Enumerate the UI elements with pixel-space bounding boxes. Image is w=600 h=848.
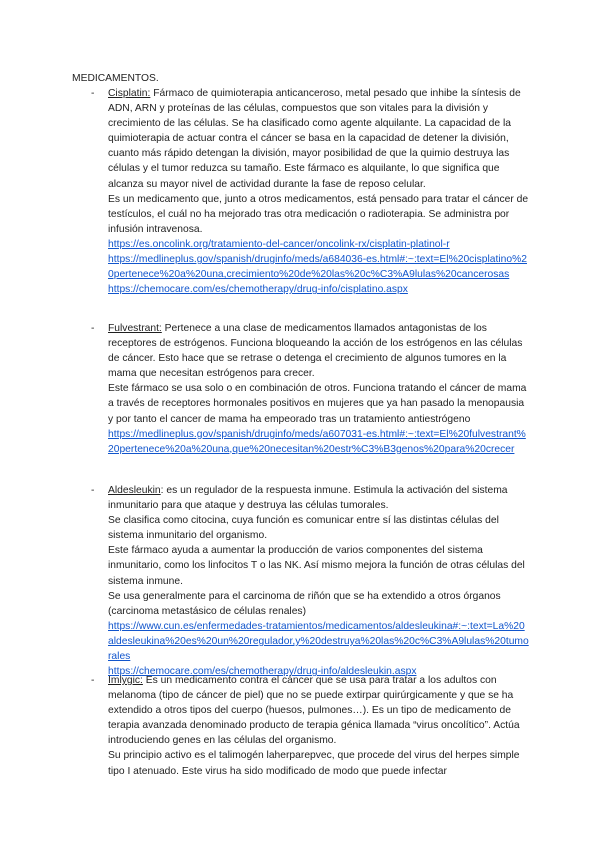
med-entry-cisplatin xyxy=(91,86,530,297)
reference-link[interactable]: https://chemocare.com/es/chemotherapy/drug-info/aldesleukin.aspx xyxy=(108,666,417,678)
med-paragraph: Se usa generalmente para el carcinoma de riñón que se ha extendido a otros órganos (carcinoma metastásico de células renales) xyxy=(108,590,501,617)
med-entry-aldesleukin xyxy=(91,483,530,679)
med-paragraph: Este fármaco se usa solo o en combinación de otros. Funciona tratando el cáncer de mama a través de receptores hormonales positivos en mujeres que ya han pasado la menopausia y por tanto el cancer de mama ha empeorado tras un tratamiento antiestrógeno xyxy=(108,383,527,425)
med-paragraph xyxy=(108,483,530,513)
med-paragraph: Este fármaco ayuda a aumentar la producción de varios componentes del sistema inmunitario, como los linfocitos T o las NK. Así mismo mejora la función de otras células del sistema inmune. xyxy=(108,545,525,587)
med-paragraph xyxy=(108,673,530,748)
med-term: Cisplatin: xyxy=(108,88,151,99)
med-entry-fulvestrant xyxy=(91,321,530,457)
reference-link[interactable]: https://medlineplus.gov/spanish/druginfo/meds/a607031-es.html#:~:text=El%20fulvestrant%20pertenece%20a%20una,que%20necesitan%20estr%C3%B3genos%20para%20crecer xyxy=(108,428,526,455)
med-text: : es un regulador de la respuesta inmune. Estimula la activación del sistema inmunitario para que ataque y destruya las células tumorales. xyxy=(108,485,508,512)
med-term: Imlygic: xyxy=(108,675,143,686)
med-text: Es un medicamento contra el cáncer que se usa para tratar a los adultos con melanoma (tipo de cáncer de piel) que no se puede extirpar quirúrgicamente y que se ha extendido a otros tipos del cuerpo (huesos, pulmones…). Es un tipo de medicamento de terapia avanzada denominado producto de terapia génica llamada “virus oncolítico”. Actúa introduciendo genes en las células del organismo. xyxy=(108,675,520,747)
med-paragraph: Se clasifica como citocina, cuya función es comunicar entre sí las distintas células del sistema inmunitario del organismo. xyxy=(108,515,499,542)
list-bullet: - xyxy=(91,88,95,99)
med-term: Aldesleukin xyxy=(108,485,161,496)
med-paragraph xyxy=(108,321,530,381)
reference-link[interactable]: https://chemocare.com/es/chemotherapy/drug-info/cisplatino.aspx xyxy=(108,284,408,296)
med-text: Pertenece a una clase de medicamentos llamados antagonistas de los receptores de estrógenos. Funciona bloqueando la acción de los estrógenos en las células de cáncer. Esto hace que se retrase o detenga el crecimiento de algunos tumores en la mama que necesitan estrógenos para crecer. xyxy=(108,323,523,380)
list-bullet: - xyxy=(91,485,95,496)
med-paragraph: Su principio activo es el talimogén laherparepvec, que procede del virus del herpes simple tipo I atenuado. Este virus ha sido modificado de modo que puede infectar xyxy=(108,750,520,777)
med-entry-imlygic xyxy=(91,673,530,779)
med-term: Fulvestrant: xyxy=(108,323,162,334)
reference-link[interactable]: https://medlineplus.gov/spanish/druginfo/meds/a684036-es.html#:~:text=El%20cisplatino%20pertenece%20a%20una,crecimiento%20de%20las%20c%C3%A9lulas%20cancerosas xyxy=(108,254,527,281)
list-bullet: - xyxy=(91,323,95,334)
reference-link[interactable]: https://www.cun.es/enfermedades-tratamientos/medicamentos/aldesleukina#:~:text=La%20aldesleukina%20es%20un%20regulador,y%20destruya%20las%20c%C3%A9lulas%20tumorales xyxy=(108,620,529,663)
med-text: Fármaco de quimioterapia anticanceroso, metal pesado que inhibe la síntesis de ADN, ARN y proteínas de las células, compuestos que son vitales para la división y crecimiento de las células. Se ha clasificado como agente alquilante. La capacidad de la quimioterapia de actuar contra el cáncer se basa en la capacidad de detener la división, cuanto más rápido detengan la división, mayor posibilidad de que la quimio destruya las células y el tumor reduzca su tamaño. Este fármaco es alquilante, lo que significa que alcanza su mayor nivel de actividad durante la fase de reposo celular. xyxy=(108,88,521,190)
med-paragraph xyxy=(108,86,530,192)
med-paragraph: Es un medicamento que, junto a otros medicamentos, está pensado para tratar el cáncer de testículos, el cuál no ha mejorado tras otra medicación o radioterapia. Se administra por infusión intravenosa. xyxy=(108,193,529,235)
reference-link[interactable]: https://es.oncolink.org/tratamiento-del-cancer/oncolink-rx/cisplatin-platinol-r xyxy=(108,238,450,250)
list-bullet: - xyxy=(91,675,95,686)
section-heading: MEDICAMENTOS. xyxy=(72,73,159,84)
